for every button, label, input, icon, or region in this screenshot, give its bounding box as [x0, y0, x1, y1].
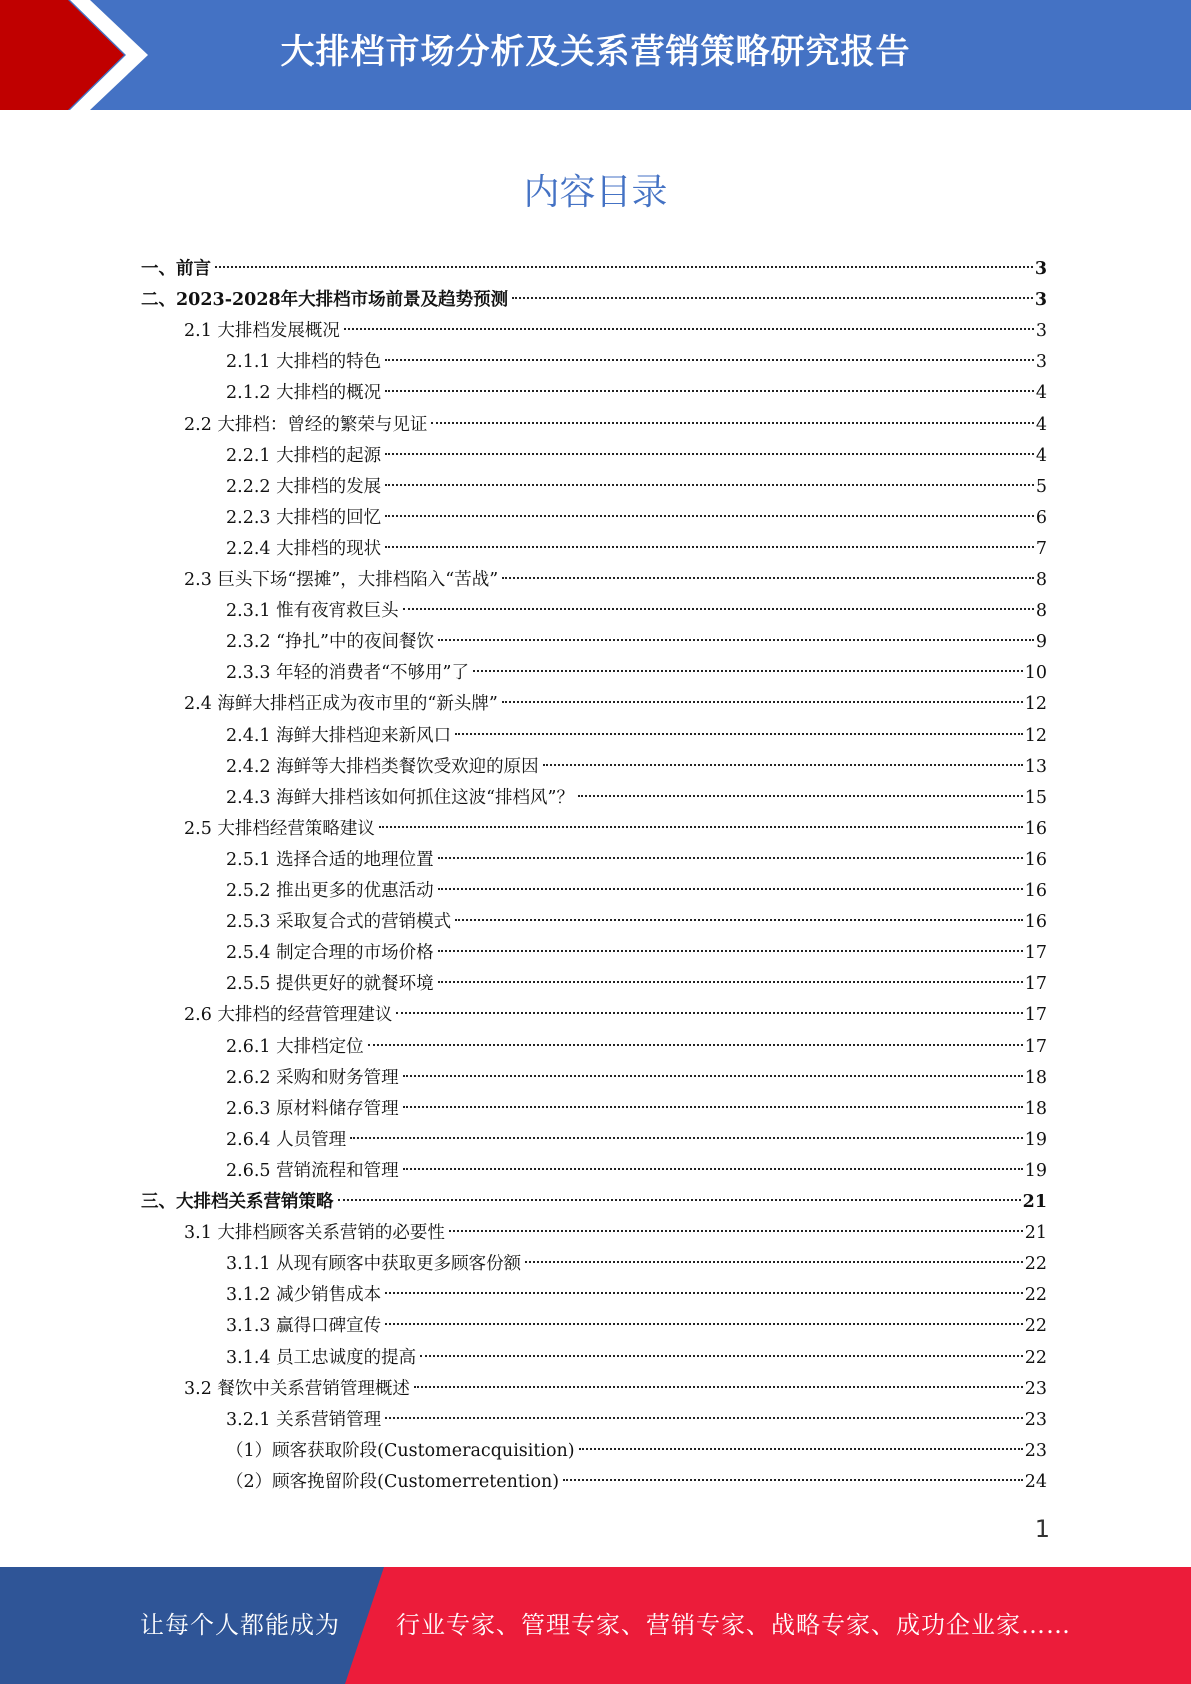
toc-entry-label: 2.1 大排档发展概况 — [184, 321, 340, 342]
toc-entry-label: 2.5.1 选择合适的地理位置 — [226, 849, 434, 870]
page-number: 1 — [1034, 1515, 1050, 1543]
toc-leader-dots — [385, 453, 1034, 455]
toc-entry-page: 3 — [1034, 259, 1047, 279]
toc-leader-dots — [414, 1386, 1023, 1388]
toc-entry[interactable] — [184, 316, 1047, 347]
toc-entry[interactable] — [226, 347, 1047, 378]
toc-leader-dots — [431, 422, 1033, 424]
toc-leader-dots — [438, 950, 1023, 952]
toc-entry[interactable] — [184, 814, 1047, 845]
toc-entry[interactable] — [226, 1094, 1047, 1125]
toc-leader-dots — [344, 328, 1034, 330]
toc-entry[interactable] — [184, 1374, 1047, 1405]
toc-leader-dots — [502, 577, 1034, 579]
toc-entry-label: 2.5.3 采取复合式的营销模式 — [226, 912, 452, 933]
toc-entry-label: 2.4.3 海鲜大排档该如何抓住这波“排档风”？ — [226, 787, 574, 808]
toc-entry-label: 2.6 大排档的经营管理建议 — [184, 1005, 393, 1026]
toc-entry[interactable] — [226, 1280, 1047, 1311]
toc-entry-label: 2.4.1 海鲜大排档迎来新风口 — [226, 725, 452, 746]
toc-leader-dots — [563, 1479, 1023, 1481]
toc-entry-page: 22 — [1024, 1316, 1047, 1337]
toc-entry-label: 2.2.3 大排档的回忆 — [226, 507, 382, 528]
toc-entry-page: 12 — [1024, 694, 1047, 715]
toc-leader-dots — [543, 764, 1023, 766]
toc-entry[interactable] — [141, 285, 1047, 316]
toc-entry-page: 16 — [1024, 818, 1047, 839]
toc-entry[interactable] — [226, 752, 1047, 783]
toc-entry[interactable] — [184, 410, 1047, 441]
toc-entry[interactable] — [226, 472, 1047, 503]
toc-entry-label: 2.2 大排档：曾经的繁荣与见证 — [184, 414, 428, 435]
toc-leader-dots — [525, 1261, 1023, 1263]
toc-leader-dots — [512, 297, 1033, 299]
toc-leader-dots — [385, 1323, 1023, 1325]
toc-leader-dots — [578, 795, 1023, 797]
toc-entry-label: 2.6.2 采购和财务管理 — [226, 1067, 399, 1088]
toc-entry-page: 17 — [1024, 974, 1047, 995]
toc-leader-dots — [502, 701, 1023, 703]
toc-leader-dots — [385, 359, 1034, 361]
toc-entry[interactable] — [226, 534, 1047, 565]
toc-entry-label: 2.6.1 大排档定位 — [226, 1036, 364, 1057]
toc-entry-page: 4 — [1035, 383, 1047, 404]
toc-entry-page: 15 — [1024, 787, 1047, 808]
toc-entry-label: 2.1.2 大排档的概况 — [226, 383, 382, 404]
toc-leader-dots — [403, 1106, 1023, 1108]
toc-entry-label: 2.5 大排档经营策略建议 — [184, 818, 375, 839]
toc-entry-page: 12 — [1024, 725, 1047, 746]
toc-entry-label: 2.3.1 惟有夜宵救巨头 — [226, 601, 399, 622]
toc-entry-label: 2.3 巨头下场“摆摊”，大排档陷入“苦战” — [184, 570, 499, 590]
toc-entry-page: 5 — [1035, 476, 1047, 497]
toc-entry-label: 3.1.1 从现有顾客中获取更多顾客份额 — [226, 1254, 522, 1275]
toc-entry-label: 3.1.4 员工忠诚度的提高 — [226, 1347, 417, 1368]
toc-entry[interactable] — [226, 1063, 1047, 1094]
toc-leader-dots — [438, 888, 1023, 890]
footer-slogan-left: 让每个人都能成为 — [140, 1611, 340, 1639]
toc-leader-dots — [338, 1199, 1021, 1201]
toc-entry-label: 2.3.2 “挣扎”中的夜间餐饮 — [226, 632, 434, 653]
toc-entry-page: 6 — [1035, 507, 1047, 528]
toc-leader-dots — [403, 608, 1034, 610]
toc-entry-label: 2.4 海鲜大排档正成为夜市里的“新头牌” — [184, 694, 498, 715]
toc-entry-label: 3.1.2 减少销售成本 — [226, 1285, 382, 1306]
toc-entry-page: 16 — [1024, 881, 1047, 901]
toc-entry-page: 4 — [1035, 414, 1047, 435]
toc-entry-page: 7 — [1035, 538, 1047, 559]
toc-entry[interactable] — [184, 689, 1047, 720]
toc-leader-dots — [396, 1012, 1022, 1014]
toc-entry[interactable] — [226, 1249, 1047, 1280]
toc-leader-dots — [438, 857, 1023, 859]
footer-banner — [0, 1567, 1191, 1684]
toc-entry[interactable] — [226, 783, 1047, 814]
toc-leader-dots — [420, 1355, 1023, 1357]
toc-entry-label: 二、2023-2028年大排档市场前景及趋势预测 — [141, 290, 509, 311]
toc-entry[interactable] — [226, 441, 1047, 472]
toc-entry-page: 8 — [1035, 570, 1047, 590]
toc-entry-page: 17 — [1024, 1005, 1047, 1026]
toc-entry-page: 18 — [1024, 1067, 1047, 1088]
toc-entry-label: 2.4.2 海鲜等大排档类餐饮受欢迎的原因 — [226, 756, 539, 777]
toc-entry-label: 2.5.2 推出更多的优惠活动 — [226, 881, 434, 901]
toc-entry-page: 21 — [1024, 1223, 1047, 1244]
toc-entry-label: （2）顾客挽留阶段(Customerretention) — [226, 1471, 560, 1492]
toc-entry-page: 23 — [1024, 1409, 1047, 1430]
toc-entry-label: 2.2.1 大排档的起源 — [226, 445, 382, 466]
toc-entry-page: 13 — [1024, 756, 1047, 777]
toc-leader-dots — [385, 1417, 1023, 1419]
toc-entry[interactable] — [226, 658, 1047, 689]
toc-entry[interactable] — [226, 378, 1047, 409]
toc-entry-label: 2.3.3 年轻的消费者“不够用”了 — [226, 663, 469, 684]
toc-entry-label: 2.6.4 人员管理 — [226, 1129, 347, 1150]
toc-entry-page: 24 — [1024, 1471, 1047, 1492]
toc-entry-label: 三、大排档关系营销策略 — [141, 1192, 334, 1212]
toc-entry[interactable] — [226, 1032, 1047, 1063]
toc-entry[interactable] — [226, 1436, 1047, 1467]
toc-leader-dots — [368, 1044, 1023, 1046]
toc-entry-label: 2.6.5 营销流程和管理 — [226, 1160, 399, 1181]
toc-entry-page: 3 — [1034, 290, 1047, 311]
toc-entry[interactable] — [226, 721, 1047, 752]
toc-leader-dots — [379, 826, 1023, 828]
document-title: 大排档市场分析及关系营销策略研究报告 — [280, 32, 911, 72]
toc-leader-dots — [438, 639, 1034, 641]
toc-entry-label: 2.1.1 大排档的特色 — [226, 352, 382, 373]
toc-leader-dots — [385, 484, 1034, 486]
toc-entry[interactable] — [226, 1156, 1047, 1187]
toc-entry-page: 10 — [1024, 663, 1047, 684]
toc-entry[interactable] — [226, 503, 1047, 534]
toc-entry[interactable] — [141, 1187, 1047, 1218]
toc-entry-page: 22 — [1024, 1347, 1047, 1368]
toc-entry-page: 16 — [1024, 849, 1047, 870]
toc-leader-dots — [385, 390, 1034, 392]
header-banner — [0, 0, 1191, 110]
toc-entry-label: （1）顾客获取阶段(Customeracquisition) — [226, 1440, 575, 1461]
toc-entry-label: 2.2.4 大排档的现状 — [226, 538, 382, 559]
toc-entry[interactable] — [226, 1343, 1047, 1374]
toc-entry-page: 16 — [1024, 912, 1047, 933]
toc-entry[interactable] — [226, 938, 1047, 969]
toc-entry-label: 一、前言 — [141, 259, 211, 279]
toc-entry-page: 19 — [1024, 1160, 1047, 1181]
toc-entry-label: 2.2.2 大排档的发展 — [226, 476, 382, 497]
toc-entry-label: 2.5.5 提供更好的就餐环境 — [226, 974, 434, 995]
toc-leader-dots — [403, 1168, 1023, 1170]
toc-entry-page: 8 — [1035, 601, 1047, 622]
toc-entry-page: 21 — [1022, 1192, 1047, 1212]
toc-entry[interactable] — [226, 627, 1047, 658]
toc-entry[interactable] — [226, 1125, 1047, 1156]
toc-entry-label: 3.2 餐饮中关系营销管理概述 — [184, 1378, 410, 1399]
toc-entry[interactable] — [226, 1405, 1047, 1436]
toc-entry-page: 9 — [1035, 632, 1047, 653]
toc-leader-dots — [385, 546, 1034, 548]
toc-leader-dots — [438, 981, 1023, 983]
toc-entry-label: 2.5.4 制定合理的市场价格 — [226, 943, 434, 964]
toc-entry-page: 22 — [1024, 1254, 1047, 1275]
toc-leader-dots — [455, 919, 1023, 921]
toc-entry[interactable] — [226, 596, 1047, 627]
toc-entry-label: 3.1.3 赢得口碑宣传 — [226, 1316, 382, 1337]
toc-entry-label: 2.6.3 原材料储存管理 — [226, 1098, 399, 1119]
toc-entry-label: 3.1 大排档顾客关系营销的必要性 — [184, 1223, 445, 1244]
toc-entry-page: 22 — [1024, 1285, 1047, 1306]
toc-leader-dots — [473, 670, 1023, 672]
toc-entry-label: 3.2.1 关系营销管理 — [226, 1409, 382, 1430]
toc-entry-page: 17 — [1024, 1036, 1047, 1057]
toc-leader-dots — [385, 1292, 1023, 1294]
toc-entry-page: 3 — [1035, 352, 1047, 373]
toc-leader-dots — [350, 1137, 1023, 1139]
toc-leader-dots — [449, 1230, 1023, 1232]
toc-leader-dots — [579, 1448, 1023, 1450]
toc-entry-page: 18 — [1024, 1098, 1047, 1119]
toc-entry-page: 23 — [1024, 1440, 1047, 1461]
toc-entry[interactable] — [226, 876, 1047, 907]
toc-entry[interactable] — [141, 254, 1047, 285]
toc-leader-dots — [385, 515, 1034, 517]
toc-heading: 内容目录 — [523, 172, 668, 213]
toc-entry-page: 17 — [1024, 943, 1047, 964]
toc-entry[interactable] — [226, 1467, 1047, 1498]
toc-entry-page: 3 — [1035, 321, 1047, 342]
toc-entry[interactable] — [226, 1311, 1047, 1342]
toc-entry[interactable] — [226, 845, 1047, 876]
toc-entry[interactable] — [184, 1218, 1047, 1249]
toc-entry[interactable] — [226, 907, 1047, 938]
toc-entry[interactable] — [184, 565, 1047, 596]
toc-entry-page: 23 — [1024, 1378, 1047, 1399]
toc-entry[interactable] — [226, 969, 1047, 1000]
toc-entry-page: 4 — [1035, 445, 1047, 466]
toc-leader-dots — [215, 266, 1033, 268]
footer-slogan-right: 行业专家、管理专家、营销专家、战略专家、成功企业家…… — [396, 1611, 1071, 1639]
toc-entry-page: 19 — [1024, 1129, 1047, 1150]
toc-leader-dots — [403, 1075, 1023, 1077]
toc-leader-dots — [455, 733, 1023, 735]
toc-entry[interactable] — [184, 1000, 1047, 1031]
